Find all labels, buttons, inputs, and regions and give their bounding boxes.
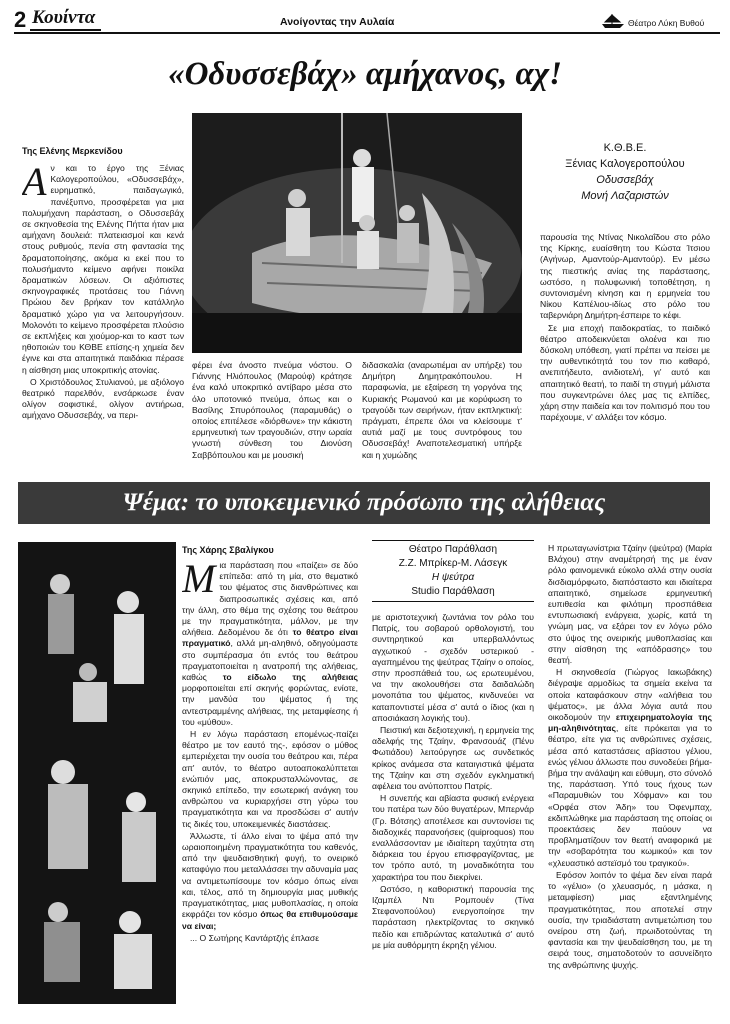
article-1-column-1 (22, 163, 184, 463)
paragraph: με αριστοτεχνική ζωντάνια τον ρόλο του Πατρίς, του σοβαρού ορθολογιστή, του συντηρητικού και υπερβαλλόντως αγχωτικού - σχεδόν υστερικού - αγαπημένου της ψεύτρας Τζαίην ο οποίος, στην προσπάθειά του, ως ερωτευμένου, να την ακολουθήσει στα δαιδαλώδη μονοπάτια του ψέματος, κινδυνεύει να καταποντιστεί μέσα σ' αυτά ο ίδιος (και η αποσιάκαση λογικής του). (372, 612, 534, 723)
bold-phrase: όπως θα επιθυμούσαμε να είναι; (182, 909, 358, 931)
stage-photo-odysseus (192, 113, 522, 353)
ship-icon (600, 13, 626, 33)
page-header (14, 4, 720, 34)
stage-photo-collage (18, 542, 176, 1004)
infobox-venue: Μονή Λαζαριστών (581, 190, 669, 202)
paragraph: Πειστική και δεξιοτεχνική, η ερμηνεία της αδελφής της Τζαίην, Φρανσουάζ (Πένυ Φωτιάδου) λειτούργησε ως συνδετικός κρίκος ανάμεσα στα καταιγιστικά ψέματα της Τζαίην και στη σχεδόν εγκληματική αφέλεια του ανύποπτου Πατρίς. (372, 725, 534, 792)
text-run: Άλλωστε, τί άλλο είναι το ψέμα από την ωραιοποιημένη πραγματικότητα του καθενός, από την ψευδαισθητική φυγή, το ονειρικό καταφύγιο που μεταλλάσσει την αδυναμία μας να αντιμετωπίσουμε τον κόσμο όπως είναι και, τέλος, από τη δημιουργία μιας μυθικής πραγματικότητας, μιας μυθοπλασίας, η οποία εκφράζει τον κόσμο (182, 830, 358, 920)
bold-phrase: το είδωλο της αλήθειας (222, 672, 358, 683)
paragraph: Η εν λόγω παράσταση επομένως-παίζει θέατρο με τον εαυτό της-, εφόσον ο μύθος εμπεριέχεται την ουσία του θεάτρου και, πέρα απ' αυτόν, το θέατρο αυτοαποκαλύπτεται ενώπιόν μας, αποκρυσταλλώνοντας, σε σκηνικό επίπεδο, την εσωτερική ανάγκη του ανθρώπου να κυριαρχήσει στη γύρω του πραγματικότητα και να προσδώσει σ' αυτήν τις δικές του, υποκειμενικές διαστάσεις. (182, 729, 358, 829)
infobox-title: Η ψεύτρα (431, 572, 475, 583)
paragraph: ... Ο Σωτήρης Καντάρτζής έπλασε (190, 932, 320, 943)
dropcap: Μ (182, 560, 216, 601)
paragraph: διδασκαλία (αναρωτιέμαι αν υπήρξε) του Δημήτρη Δημητρακόπουλου. Η παραφωνία, με εξαίρεση τη γοργόνα της Κυριακής Ρωμανού και με κορύφωση το τραγούδι των σειρήνων, ήταν εκπληκτική: πράγματι, έπρεπε όλοι να κλείσουμε τ' αυτιά μαζί με τους συντρόφους του Οδυσσεβάχ! Αναποτελεσματική υπήρξε και η χυμώδης (362, 360, 522, 460)
text-run: Η σκηνοθεσία (Γιώργος Ιακωβάκης) διέγραψε αρμοδίως τα σημεία εκείνα τα οποία καταφάσκουν στην «αλήθεια του ψέματος», με άλλα λόγια αυτά που οικοδομούν την (548, 667, 712, 723)
article-1-byline: Της Ελένης Μερκενίδου (22, 146, 123, 156)
paragraph: Η συνεπής και αβίαστα φυσική ενέργεια του πατέρα των δύο θυγατέρων, Μπερνάρ (Γρ. Βότσης) αποτέλεσε και συντονίσει τις διαδοχικές παρανοήσεις (quiproquos) που εναλλάσσονταν με ιδιαίτερη ταχύτητα στη διάρκεια του έργου επισφραγίζοντας, με τον τρόπο αυτό, τη μοναδικότητα του χαρακτήρα του που διεκρίνει. (372, 793, 534, 882)
article-1-infobox (540, 140, 710, 204)
paragraph: παρουσία της Ντίνας Νικολαΐδου στο ρόλο της Κίρκης, ευαίσθητη του Κώστα Ίτσιου (Αγήνωρ, Αμαντούρ-Αμαντούρ). Εν μέσω της πιεστικής ανίας της παράστασης, ωστόσο, η πολυφωνική τοποθέτηση, η συντονισμένη κίνηση και η ερμηνεία του Νίκου Καπέλιου-ιδίως στο ρόλο του ταβερνιάρη Δημήτρη-έσπειρε το κέφι. (540, 232, 710, 321)
article-2-infobox (372, 540, 534, 602)
paragraph: φέρει ένα άνοστο πνεύμα νόστου. Ο Γιάννης Ηλιόπουλος (Μαρούφ) κράτησε ένα καλό υποκριτικό αντίβαρο μέσα στο όλο υποτονικό πνεύμα, όπως και ο Βασίλης Σπυρόπουλος (παραμυθάς) ο οποίος επιτέλεσε «διόρθωνε» την κάκιστη ερμηνευτική των τραγουδιών, στην ωραία γνωστή σύνθεση του Διονύση Σαββόπουλου και με μουσική (192, 360, 352, 460)
infobox-theatre: Θέατρο Παράθλαση (372, 540, 534, 557)
infobox-author: Ξένιας Καλογεροπούλου (565, 158, 685, 170)
paragraph: Η πρωταγωνίστρια Τζαίην (ψεύτρα) (Μαρία Βλάχου) στην αναμέτρησή της με έναν ρόλο φαινομενικά εύκολο αλλά στην ουσία δισδιαμόρφωτο, διαπόσταστο και ιδιαίτερα απαιτητικό, σημείωσε ερμηνευτική ευπιθεσία και φιλότιμη προσπάθεια εντυπωσιακή ενάργεια, χωρίς, κατά τη γνώμη μας, να εξάρει τον εν λόγω ρόλο στο ύψος της ονειρικής μυθοπλασίας και στην αίσθηση της «απόδρασης» του θεατή. (548, 543, 712, 666)
text-run: , αλλά μη-αληθινό, οδηγούμαστε στο συμπέρασμα ότι εντός του θεάτρου πραγματοποιείται η ανατροπή της αλήθειας, καθώς (182, 638, 358, 683)
text-run: , είτε πρόκειται για το θέατρο, είτε για τις ανθρώπινες σχέσεις, μέσα από καταστάσεις αβίαστου γέλιου, ενώς γέλιου άλλωστε που συνοδεύει βήμα-βήμα την ανάλαψη και εύθυμη, στο σύνολό της, παράσταση. Υπό τους ήχους των «Παραμυθιών του Χόφμαν» και του «Ορφέα στον Άδη» του Όφενμπαχ, εκδιπλώθηκε μια παράσταση της οποίας οι προεκτάσεις δεν παύουν να προβληματίζουν τον θεατή αναφορικά με την «σοβαρότητα του κωμικού» και τον «χλευαστικό αστεϊσμό του τραγικού». (548, 723, 712, 868)
infobox-org: Κ.Θ.Β.Ε. (603, 142, 647, 154)
article-1-column-4 (540, 232, 710, 464)
article-1-column-2 (192, 360, 352, 465)
infobox-title: Οδυσσεβάχ (596, 174, 654, 186)
article-2-column-2 (372, 612, 534, 1010)
text-run: ια παράσταση που «παίζει» σε δύο επίπεδα: από τη μία, στο θεματικό του ψέματος στις διανθρώπινες και διαπροσωπικές σχέσεις και, από την άλλη, στο θέμα της σχέσης του θεάτρου με την πραγματικότητα, μάλλον, με την αλήθεια. Δεδομένου δε ότι (182, 560, 358, 638)
article-2-column-1 (182, 560, 358, 1010)
article-2-byline: Της Χάρης Σβαλίγκου (182, 545, 274, 555)
infobox-author: Ζ.Ζ. Μπρίκερ-Μ. Λάσεγκ (398, 558, 508, 569)
infobox-venue: Studio Παράθλαση (372, 585, 534, 602)
text-run: μορφοποιείται επί σκηνής φορώντας, ενίοτε, την μανδύα του ψέματος ή της αντεστραμμένης αλήθειας, της μεταμφίεσης ή του «μύθου». (182, 683, 358, 727)
bold-phrase: το θέατρο είναι πραγματικό (182, 627, 358, 649)
article-1-headline: «Οδυσσεβάχ» αμήχανος, αχ! (168, 56, 562, 92)
section-title: Ανοίγοντας την Αυλαία (280, 16, 395, 28)
paragraph: Ωστόσο, η καθοριστική παρουσία της Ιζαμπέλ Ντι Ρομπουέν (Τίνα Στεφανοπούλου) ενεργοποίησε την παράσταση ηλεκτρίζοντας το σκηνικό πεδίο και επιδρώντας καταλυτικά σ' αυτό με μία αυθόρμητη έκρηξη γέλιου. (372, 883, 534, 950)
article-2-column-3 (548, 543, 712, 1010)
paragraph: Σε μια εποχή παιδοκρατίας, το παιδικό θέατρο αποδεικνύεται ολοένα και πιο δύσκολη υπόθεση, γιατί πρέπει να πείσει με την αυθεντικότητά του τον πιο καθαρό, ανεπιτήδευτο, ανιδιοτελή, γι' αυτό και απαιτητικό θεατή, το παιδί τη στιγμή μάλιστα που συγκεντρώνει όλες μας τις ελπίδες, χάρη στην παιδεία και τον πολιτισμό που του παρέχουμε, ν' αλλάξει τον κόσμο. (540, 322, 710, 423)
bold-phrase: επιχειρηματολογία της μη-αληθινότητας (548, 712, 712, 734)
magazine-logo: Κουίντα (30, 7, 101, 31)
publisher-name: Θέατρο Λύκη Βυθού (628, 18, 705, 28)
paragraph: Εφόσον λοιπόν το ψέμα δεν είναι παρά το «γέλιο» (ο χλευασμός, η μάσκα, η μεταμφίεση) μιας εξαντλημένης πραγματικότητας, που αποτελεί στην ουσία, την τριαδιάστατη αντιμετώπιση του ονείρου στη ζωή, πρωιδοτούντας τη φαντασία και την ψευδαίσθηση του, με τη σειρά τους, σηματοδοτούν το ασυνείδητο της ανθρώπινης ψυχής. (548, 869, 712, 970)
header-rule (14, 32, 720, 34)
page-number: 2 (14, 7, 27, 32)
dropcap: Α (22, 163, 47, 204)
paragraph: Ο Χριστόδουλος Στυλιανού, με αξιόλογο θεατρικό παρελθόν, ενσάρκωσε έναν ολίγον σοφιστικέ, ολίγον αντιήρωα, αμήχανο Οδυσσεβάχ, να περι- (22, 376, 184, 421)
article-2-headline: Ψέμα: το υποκειμενικό πρόσωπο της αλήθειας (122, 489, 606, 516)
article-1-column-3 (362, 360, 522, 465)
paragraph: ν και το έργο της Ξένιας Καλογεροπούλου, «Οδυσσεβάχ», ευρηματικό, παιδαγωγικό, πανέξυπνο, προσφέρεται για μια πολυμήχανη παράσταση, ο Οδυσσεβάχ σε σκηνοθεσία της Ελένης Πήττα ήταν μια αμήχανη δουλειά: πλατειασμοί και κενά στους ρυθμούς, πενία στη φαντασία της δραματοποίησης, ακόμα κι εκεί που το πολυσήμαντο κείμενο αφήνει ποικίλα δραματικών λύσεων. Οι αξιόπιστες σκηνογραφικές προτάσεις του Γιάννη Πρώιου δεν βρήκαν τον κατάλληλο δραματικό χώρο για να λειτουργήσουν. Μολονότι το κείμενο προσφέρεται πλούσιο σε εκπλήξεις και χιούμορ-και το καστ των ηθοποιών του ΚΘΒΕ επίσης-η χημεία δεν έγινε και στα απαιτητικά παιδάκια πέρασε η αίσθηση μιας υποκριτικής ατονίας. (22, 163, 184, 375)
article-2-headline-banner (18, 482, 710, 524)
